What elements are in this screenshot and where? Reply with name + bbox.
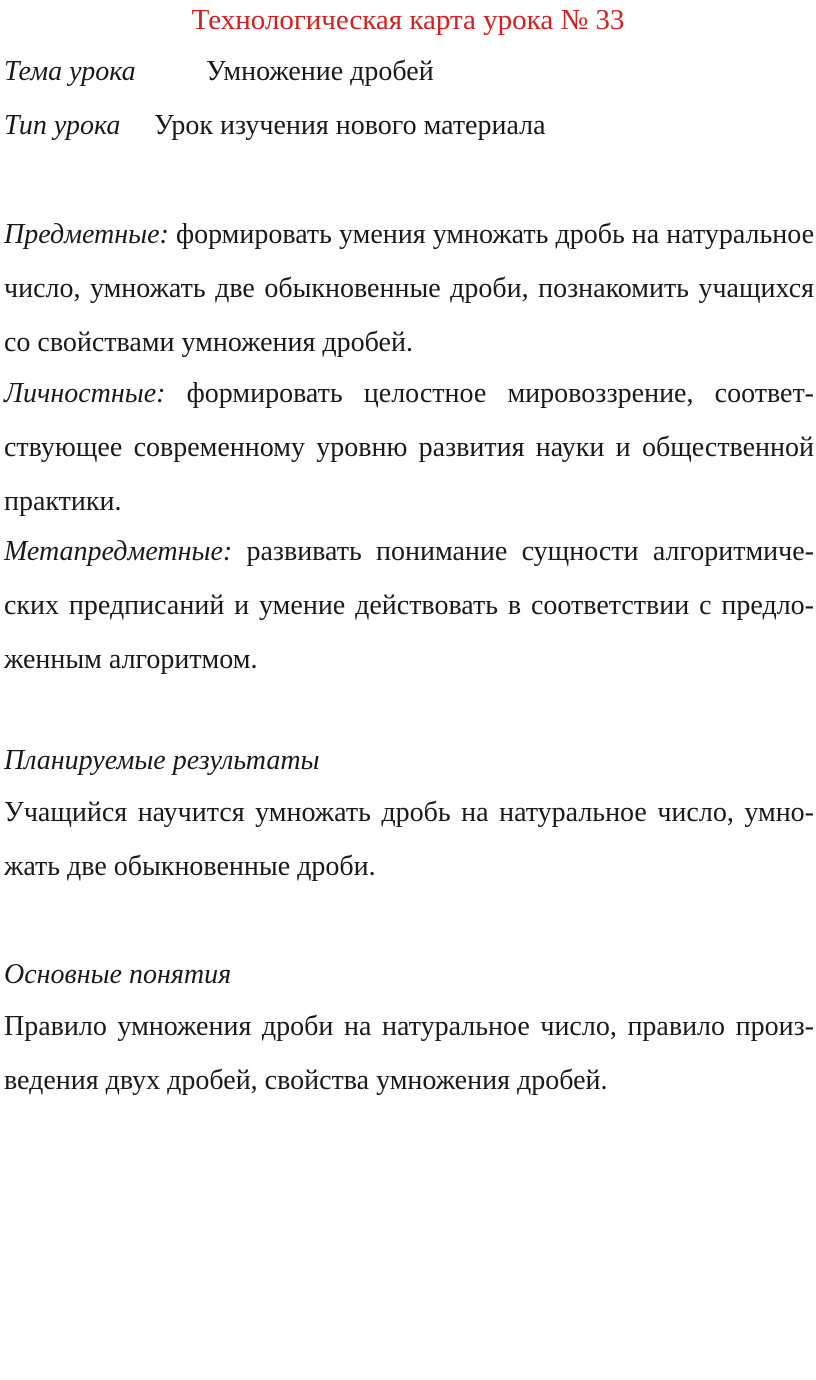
topic-value: Умножение дробей: [206, 56, 434, 87]
personal-goals-paragraph: [4, 367, 814, 529]
key-concepts-heading: Основные понятия: [4, 959, 232, 990]
metasubject-goals-paragraph: [4, 525, 814, 687]
topic-label: Тема урока: [4, 56, 136, 87]
planned-results-text: Учащийся научится умножать дробь на натуральное число, умно- жать две обыкновенные дроби.: [4, 797, 814, 882]
planned-results-heading: Планируемые результаты: [4, 745, 320, 776]
lesson-type-label: Тип урока: [4, 110, 121, 141]
subject-goals-label: Предметные:: [4, 219, 169, 250]
personal-goals-text: формировать целостное мировоззрение, соответ-ствующее современному уровню развития науки и общественной практики.: [4, 378, 814, 517]
document-title: Технологическая карта урока № 33: [191, 4, 625, 36]
personal-goals-label: Личностные:: [4, 378, 166, 409]
topic-row: [4, 52, 434, 92]
subject-goals-text: формировать умения умножать дробь на натуральное число, умножать две обыкновенные дроби, познакомить учащихся со свойствами умножения дробей.: [4, 219, 815, 358]
lesson-type-row: [4, 106, 546, 146]
subject-goals-paragraph: [4, 208, 814, 370]
metasubject-goals-label: Метапредметные:: [4, 536, 233, 567]
metasubject-goals-text: развивать понимание сущности алгоритмиче-ских предписаний и умение действовать в соответствии с предло-женным алгоритмом.: [4, 536, 815, 675]
lesson-type-value: Урок изучения нового материала: [154, 110, 546, 141]
key-concepts-text: Правило умножения дроби на натуральное число, правило произ-ведения двух дробей, свойства умножения дробей.: [4, 1011, 814, 1096]
